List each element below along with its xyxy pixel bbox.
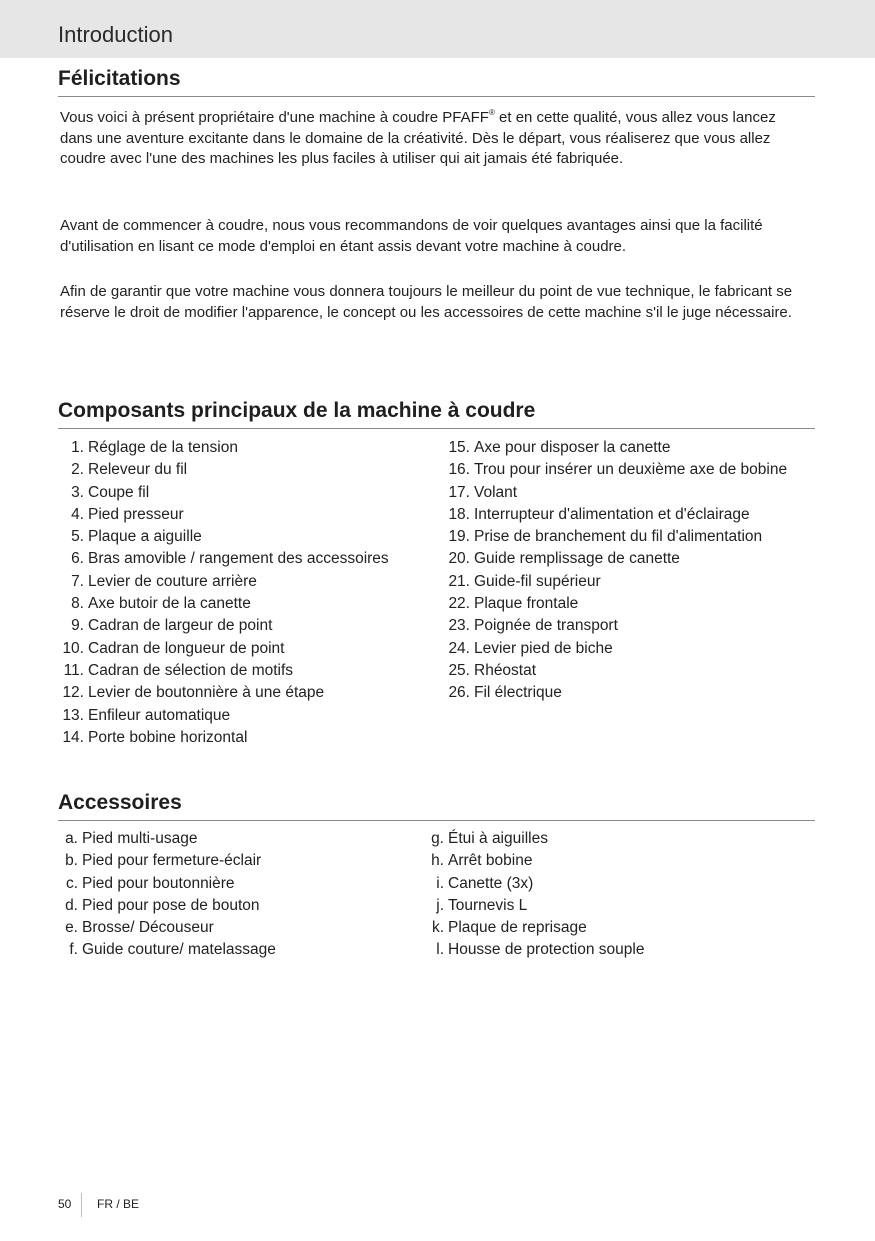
list-item <box>58 482 438 504</box>
list-item-number: 21. <box>448 572 470 590</box>
list-item-text: Brosse/ Découseur <box>82 919 214 937</box>
list-item-number: f. <box>69 941 78 959</box>
list-item <box>444 482 824 504</box>
list-item-text: Étui à aiguilles <box>448 830 548 847</box>
list-item <box>444 548 824 570</box>
list-item-number: k. <box>431 919 444 937</box>
list-item <box>58 571 438 593</box>
list-item <box>444 526 824 548</box>
p1-end: et en cette qualité, vous allez vous lancez dans une aventure excitante dans le domaine de la créativité. Dès le départ, vous réaliserez que vous allez coudre avec l'une des machines les plus faciles à utiliser qui ait jamais été fabriquée. <box>60 109 776 167</box>
list-item <box>418 850 778 872</box>
list-item-text: Pied pour boutonnière <box>82 874 235 892</box>
list-item <box>444 437 824 459</box>
list-item-number: g. <box>431 830 444 847</box>
felicitations-rule <box>58 96 815 97</box>
list-item-number: 6. <box>71 550 84 568</box>
list-item-number: 24. <box>448 639 470 657</box>
list-item <box>52 939 412 961</box>
list-item <box>418 917 778 939</box>
list-item-number: 5. <box>71 528 84 546</box>
list-item-text: Fil électrique <box>474 684 562 702</box>
list-item-number: c. <box>65 874 78 892</box>
header-title: Introduction <box>58 22 173 47</box>
registered-mark: ® <box>488 108 495 117</box>
list-item <box>444 615 824 637</box>
list-item <box>418 895 778 917</box>
list-item-number: 12. <box>62 684 84 702</box>
list-item <box>58 660 438 682</box>
list-item <box>444 682 824 704</box>
list-item-text: Cadran de longueur de point <box>88 639 285 657</box>
list-item <box>58 459 438 481</box>
list-item-text: Interrupteur d'alimentation et d'éclairage <box>474 505 750 523</box>
list-item <box>52 873 412 895</box>
components-list-right <box>444 437 824 705</box>
list-item-number: 18. <box>448 505 470 523</box>
list-item-number: 2. <box>71 461 84 479</box>
list-item-text: Levier de couture arrière <box>88 572 257 590</box>
list-item-text: Releveur du fil <box>88 461 188 479</box>
list-item-number: 25. <box>448 661 470 679</box>
felicitations-paragraph-3: Afin de garantir que votre machine vous donnera toujours le meilleur du point de vue technique, le fabricant se réserve le droit de modifier l'apparence, le concept ou les accessoires de cette machine s'il le juge nécessaire. <box>60 283 793 321</box>
list-item-text: Coupe fil <box>88 483 150 501</box>
list-item-text: Canette (3x) <box>448 874 534 892</box>
list-item-number: 26. <box>448 684 470 702</box>
list-item <box>418 939 778 961</box>
list-item <box>52 895 412 917</box>
components-list-left <box>58 437 438 749</box>
list-item-text: Enfileur automatique <box>88 706 231 724</box>
list-item-text: Rhéostat <box>474 661 537 679</box>
list-item <box>58 727 438 749</box>
list-item-number: 23. <box>448 617 470 635</box>
felicitations-paragraph-2: Avant de commencer à coudre, nous vous recommandons de voir quelques avantages ainsi que la facilité d'utilisation en lisant ce mode d'emploi en étant assis devant votre machine à coudre. <box>60 217 763 255</box>
list-item-number: 13. <box>62 706 84 724</box>
list-item-text: Pied multi-usage <box>82 830 198 847</box>
list-item-text: Volant <box>474 483 518 501</box>
list-item-text: Plaque a aiguille <box>88 528 202 546</box>
list-item-number: l. <box>436 941 444 959</box>
p1-start: Vous voici à présent propriétaire d'une machine à coudre PFAFF <box>60 109 489 126</box>
list-item-text: Plaque frontale <box>474 595 579 613</box>
list-item-text: Plaque de reprisage <box>448 919 587 937</box>
list-item-number: 11. <box>63 661 84 679</box>
list-item <box>444 593 824 615</box>
list-item-text: Cadran de largeur de point <box>88 617 273 635</box>
list-item-text: Pied pour fermeture-éclair <box>82 852 262 870</box>
list-item <box>52 850 412 872</box>
list-item-number: b. <box>65 852 78 870</box>
list-item-number: 19. <box>448 528 470 546</box>
list-item-number: 15. <box>448 439 470 456</box>
list-item <box>444 638 824 660</box>
list-item <box>444 660 824 682</box>
list-item-number: 3. <box>71 483 84 501</box>
list-item <box>444 504 824 526</box>
list-item <box>418 873 778 895</box>
list-item-text: Axe pour disposer la canette <box>474 439 671 456</box>
footer-divider <box>81 1193 82 1217</box>
list-item <box>52 828 412 850</box>
list-item <box>444 571 824 593</box>
list-item-text: Pied presseur <box>88 505 184 523</box>
list-item <box>58 705 438 727</box>
page-number: 50 <box>58 1197 72 1211</box>
list-item-number: 10. <box>62 639 84 657</box>
list-item-number: 20. <box>448 550 470 568</box>
components-title: Composants principaux de la machine à coudre <box>58 399 536 422</box>
list-item-text: Guide-fil supérieur <box>474 572 601 590</box>
list-item <box>58 682 438 704</box>
list-item-text: Housse de protection souple <box>448 941 645 959</box>
list-item-number: 8. <box>71 595 84 613</box>
list-item <box>58 548 438 570</box>
list-item-text: Guide couture/ matelassage <box>82 941 276 959</box>
list-item-number: h. <box>431 852 444 870</box>
components-rule <box>58 428 815 429</box>
list-item-text: Réglage de la tension <box>88 439 238 456</box>
accessories-list-left <box>52 828 412 962</box>
list-item <box>58 504 438 526</box>
felicitations-title: Félicitations <box>58 67 181 90</box>
list-item-text: Poignée de transport <box>474 617 618 635</box>
accessories-rule <box>58 820 815 821</box>
list-item <box>52 917 412 939</box>
list-item-text: Tournevis L <box>448 896 528 914</box>
list-item-number: 14. <box>62 728 84 746</box>
list-item-number: i. <box>436 874 444 892</box>
list-item-number: d. <box>65 896 78 914</box>
accessories-list-right <box>418 828 778 962</box>
list-item-text: Arrêt bobine <box>448 852 533 870</box>
list-item-text: Porte bobine horizontal <box>88 728 248 746</box>
footer-language: FR / BE <box>97 1197 140 1211</box>
accessories-title: Accessoires <box>58 791 182 814</box>
list-item-number: 1. <box>71 439 84 456</box>
list-item <box>58 526 438 548</box>
list-item-number: 16. <box>448 461 470 479</box>
list-item-text: Cadran de sélection de motifs <box>88 661 294 679</box>
list-item <box>418 828 778 850</box>
list-item-text: Guide remplissage de canette <box>474 550 680 568</box>
list-item <box>58 615 438 637</box>
list-item-text: Levier pied de biche <box>474 639 613 657</box>
list-item-number: j. <box>436 896 444 914</box>
list-item-text: Prise de branchement du fil d'alimentation <box>474 528 763 546</box>
list-item-text: Bras amovible / rangement des accessoires <box>88 550 389 568</box>
list-item-number: 9. <box>71 617 84 635</box>
list-item-text: Trou pour insérer un deuxième axe de bobine <box>474 461 788 479</box>
list-item <box>444 459 824 481</box>
list-item-text: Levier de boutonnière à une étape <box>88 684 325 702</box>
list-item-number: a. <box>65 830 78 847</box>
list-item-number: 7. <box>71 572 84 590</box>
list-item-number: 17. <box>448 483 470 501</box>
header-bar <box>0 0 875 58</box>
list-item <box>58 638 438 660</box>
list-item-number: 4. <box>71 505 84 523</box>
felicitations-paragraph-1 <box>60 108 805 170</box>
list-item <box>58 437 438 459</box>
list-item <box>58 593 438 615</box>
list-item-number: e. <box>65 919 78 937</box>
list-item-number: 22. <box>448 595 470 613</box>
list-item-text: Pied pour pose de bouton <box>82 896 260 914</box>
list-item-text: Axe butoir de la canette <box>88 595 251 613</box>
